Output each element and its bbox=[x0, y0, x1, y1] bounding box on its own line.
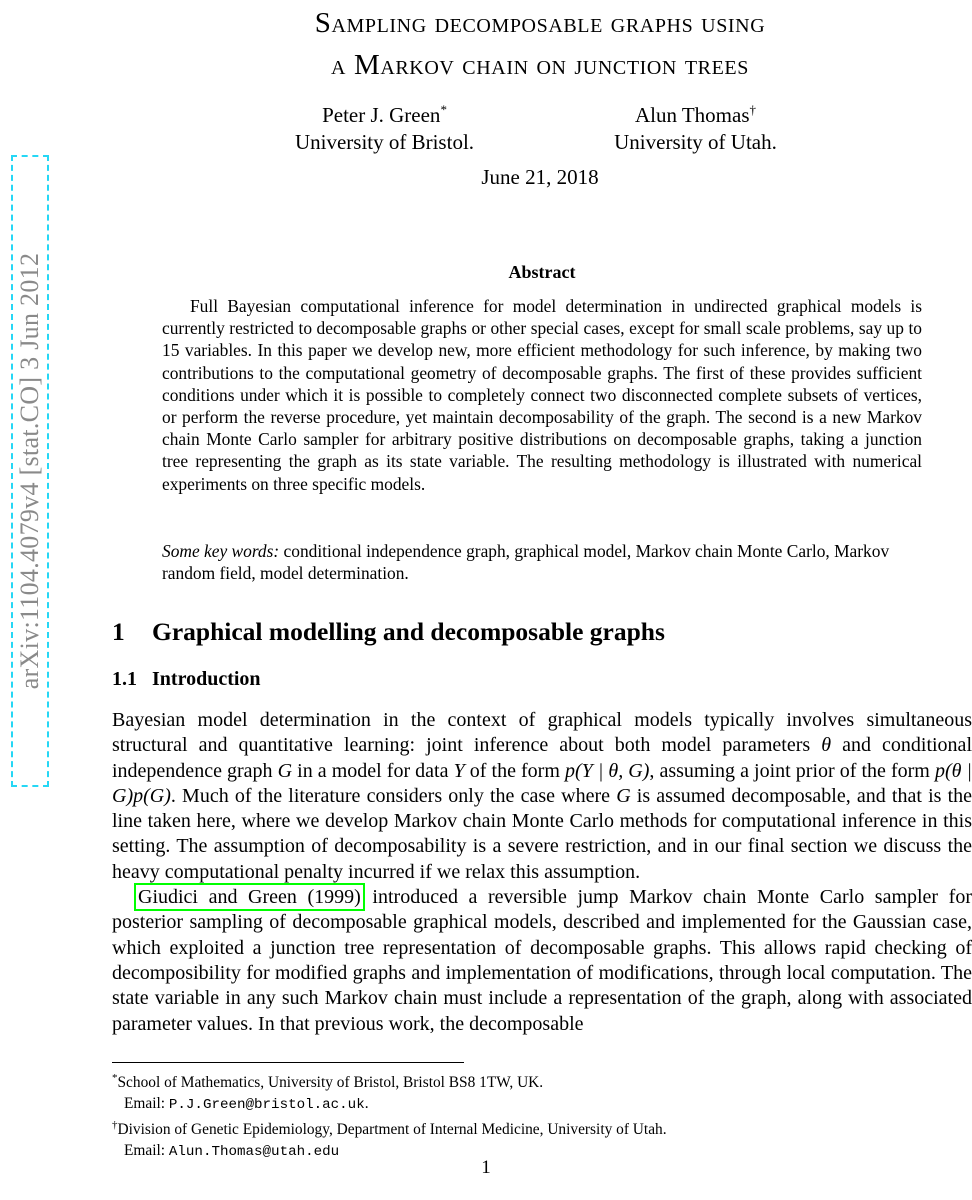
para1-text-6: . Much of the literature considers only the case where bbox=[170, 784, 617, 807]
author-block bbox=[112, 96, 968, 156]
footnote-2-email[interactable]: Alun.Thomas@utah.edu bbox=[168, 1144, 340, 1161]
section-1-1-title: Introduction bbox=[152, 668, 261, 690]
paragraph-2 bbox=[112, 885, 972, 1037]
citation-link-giudici-green-1999[interactable]: Giudici and Green (1999) bbox=[138, 886, 361, 909]
footnote-1-email-suffix: . bbox=[364, 1094, 369, 1112]
body-text bbox=[112, 708, 972, 1037]
publication-date: June 21, 2018 bbox=[481, 165, 599, 189]
author-2-footnote-mark[interactable]: † bbox=[749, 102, 757, 117]
keywords-label: Some key words: bbox=[162, 541, 280, 561]
para1-text-1: Bayesian model determination in the context of graphical models typically involves simultaneous structural and quantitative learning: joint inference about both model parameters bbox=[112, 709, 972, 757]
math-prior: p(θ | G)p(G) bbox=[112, 759, 972, 807]
section-1-heading bbox=[112, 617, 972, 647]
para1-text-4: of the form bbox=[464, 759, 565, 782]
section-1-title: Graphical modelling and decomposable graphs bbox=[152, 617, 665, 646]
page-number: 1 bbox=[481, 1157, 491, 1178]
abstract-text: Full Bayesian computational inference for model determination in undirected graphical models is currently restricted to decomposable graphs or other special cases, except for small scale problems, say up to 15 variables. In this paper we develop new, more efficient methodology for such inference, by making two contributions to the computational geometry of decomposable graphs. The first of these provides sufficient conditions under which it is possible to completely connect two disconnected complete subsets of vertices, or perform the reverse procedure, yet maintain decomposability of the graph. The second is a new Markov chain Monte Carlo sampler for arbitrary positive distributions on decomposable graphs, taking a junction tree representing the graph as its state variable. The resulting methodology is illustrated with numerical experiments on three specific models. bbox=[162, 296, 922, 494]
section-1-1-heading bbox=[112, 668, 972, 691]
abstract-heading: Abstract bbox=[508, 262, 576, 282]
author-2 bbox=[588, 96, 803, 156]
arxiv-stamp bbox=[11, 155, 49, 787]
math-Y: Y bbox=[453, 759, 465, 782]
author-1-affiliation: University of Bristol. bbox=[294, 130, 475, 154]
footnote-1-mark: * bbox=[112, 1072, 118, 1084]
footnote-separator bbox=[112, 1062, 464, 1063]
footnote-1-text: School of Mathematics, University of Bristol, Bristol BS8 1TW, UK. bbox=[117, 1074, 544, 1092]
footnote-1-email-line bbox=[112, 1094, 932, 1116]
section-1-1-number: 1.1 bbox=[112, 668, 137, 690]
footnote-2-mark: † bbox=[112, 1119, 118, 1132]
math-G: G bbox=[277, 759, 293, 782]
footnote-2 bbox=[112, 1115, 932, 1141]
para1-text-7: is assumed decomposable, and that is the line taken here, where we develop Markov chain Monte Carlo methods for computational inference in this setting. The assumption of decomposability is a severe restriction, and in our final section we discuss the heavy computational penalty incurred if we relax this assumption. bbox=[112, 784, 972, 883]
author-1-footnote-mark[interactable]: * bbox=[440, 102, 447, 117]
author-1 bbox=[277, 96, 492, 156]
author-1-name-text: Peter J. Green bbox=[322, 103, 441, 127]
page-title bbox=[112, 2, 968, 86]
para2-text: introduced a reversible jump Markov chain Monte Carlo sampler for posterior sampling of decomposable graphical models, described and implemented for the Gaussian case, which exploited a junction tree representation of decomposable graphs. This allows rapid checking of decomposibility for modified graphs and implementation of modifications, through local computation. The state variable in any such Markov chain must include a representation of the graph, along with associated parameter values. In that previous work, the decomposable bbox=[112, 886, 972, 1035]
para1-text-5: , assuming a joint prior of the form bbox=[649, 759, 935, 782]
paragraph-1 bbox=[112, 708, 972, 885]
author-1-name bbox=[277, 96, 492, 129]
footnote-1 bbox=[112, 1068, 932, 1094]
author-2-name-text: Alun Thomas bbox=[634, 103, 750, 127]
math-theta: θ bbox=[821, 734, 832, 757]
footnotes-block bbox=[112, 1068, 932, 1163]
title-line-2: a Markov chain on junction trees bbox=[331, 49, 749, 81]
para1-text-3: in a model for data bbox=[292, 759, 454, 782]
footnote-2-email-label: Email: bbox=[124, 1142, 169, 1160]
arxiv-stamp-text: arXiv:1104.4079v4 [stat.CO] 3 Jun 2012 bbox=[15, 252, 44, 690]
keywords-text: conditional independence graph, graphical model, Markov chain Monte Carlo, Markov random field, model determination. bbox=[162, 541, 890, 584]
title-line-1: Sampling decomposable graphs using bbox=[314, 7, 766, 39]
keywords-block bbox=[162, 540, 922, 584]
footnote-1-email-label: Email: bbox=[124, 1094, 169, 1112]
author-2-name bbox=[588, 96, 803, 129]
author-2-affiliation: University of Utah. bbox=[614, 130, 777, 154]
para1-text-2: and conditional independence graph bbox=[112, 734, 972, 782]
footnote-2-text: Division of Genetic Epidemiology, Department of Internal Medicine, University of Utah. bbox=[117, 1121, 667, 1139]
footnote-1-email[interactable]: P.J.Green@bristol.ac.uk bbox=[168, 1096, 365, 1113]
math-G-2: G bbox=[616, 784, 631, 807]
math-likelihood: p(Y | θ, G) bbox=[564, 759, 650, 782]
section-1-number: 1 bbox=[112, 617, 125, 646]
